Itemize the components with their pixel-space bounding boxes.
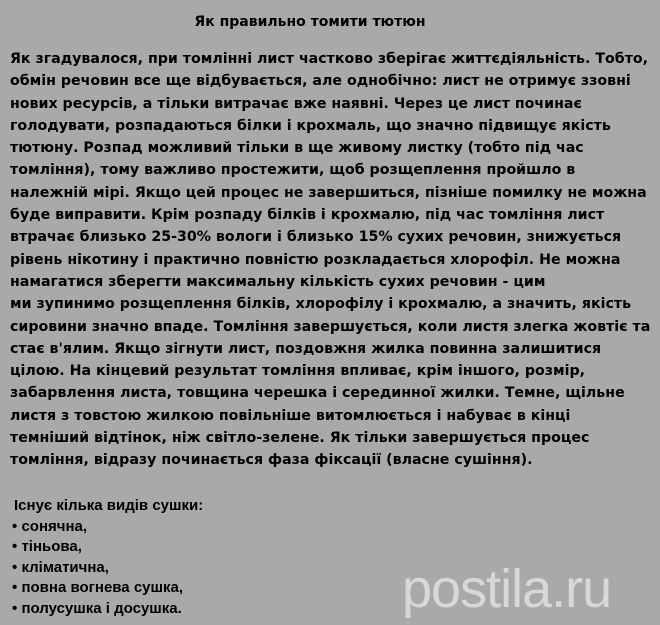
page-title: Як правильно томити тютюн — [194, 14, 426, 30]
paragraph-line: буде виправити. Крім розпаду білків і крохмалю, під час томління лист — [10, 207, 605, 224]
list-item — [12, 517, 203, 538]
paragraph-line: намагатися зберегти максимальну кількість сухих речовин - цим — [10, 273, 546, 290]
watermark-logo: postila.ru — [402, 559, 612, 619]
list-item-label: тіньова, — [21, 538, 82, 555]
paragraph-line: стає в'ялим. Якщо зігнути лист, поздовжня жилка повинна залишитися — [10, 340, 602, 357]
list-item-label: полусушка і досушка. — [21, 599, 182, 617]
paragraph-line: тютюну. Розпад можливий тільки в ще живому листку (тобто під час — [10, 140, 584, 157]
list-item-label: сонячна, — [21, 517, 88, 535]
article-body — [10, 48, 652, 472]
bullet-icon: • — [12, 538, 18, 555]
paragraph-line: Як згадувалося, при томлінні лист частково зберігає життєдіяльність. Тобто, — [10, 51, 649, 67]
paragraph-line: цілою. На кінцевий результат томління впливає, крім іншого, розмір, — [10, 363, 586, 380]
list-item — [12, 558, 203, 579]
paragraph-line: ми зупинимо розщеплення білків, хлорофілу і крохмалю, а значить, якість — [10, 296, 632, 313]
paragraph-line: забарвлення листа, товщина черешка і серединної жилки. Темне, щільне — [10, 385, 625, 402]
list-item — [12, 537, 203, 558]
paragraph-line: темніший відтінок, ніж світло-зелене. Як тільки завершується процес — [10, 430, 590, 447]
bullet-icon: • — [12, 517, 18, 535]
paragraph-line: рівень нікотину і практично повністю розкладається хлорофіл. Не можна — [10, 251, 621, 268]
list-intro: Існує кілька видів сушки: — [14, 497, 204, 514]
list-item-label: повна вогнева сушка, — [21, 579, 184, 596]
paragraph-line: листя з товстою жилкою повільніше витомлюється і набуває в кінці — [10, 407, 571, 424]
bullet-icon: • — [12, 558, 18, 576]
bullet-icon: • — [12, 599, 18, 617]
bullet-icon: • — [12, 579, 18, 596]
paragraph-line: голодувати, розпадаються білки і крохмаль, що значно підвищує якість — [10, 117, 611, 134]
paragraph-line: втрачає близько 25-30% вологи і близько 15% сухих речовин, знижується — [10, 229, 622, 246]
drying-types-list — [12, 496, 203, 619]
paragraph-line: обмін речовин все ще відбувається, але однобічно: лист не отримує ззовні — [10, 73, 631, 90]
paragraph-line: томління), тому важливо простежити, щоб розщеплення пройшло в — [10, 162, 576, 179]
list-item — [12, 578, 203, 599]
paragraph-line: нових ресурсів, а тільки витрачає вже наявні. Через це лист починає — [10, 95, 582, 112]
list-item — [12, 599, 203, 620]
list-item-label: кліматична, — [21, 558, 109, 576]
paragraph-line: сировини значно впаде. Томління завершується, коли листя злегка жовтіє та — [10, 318, 651, 335]
paragraph-line: належній мірі. Якщо цей процес не завершиться, пізніше помилку не можна — [10, 184, 647, 201]
paragraph-line: томління, відразу починається фаза фіксації (власне сушіння). — [10, 452, 533, 469]
